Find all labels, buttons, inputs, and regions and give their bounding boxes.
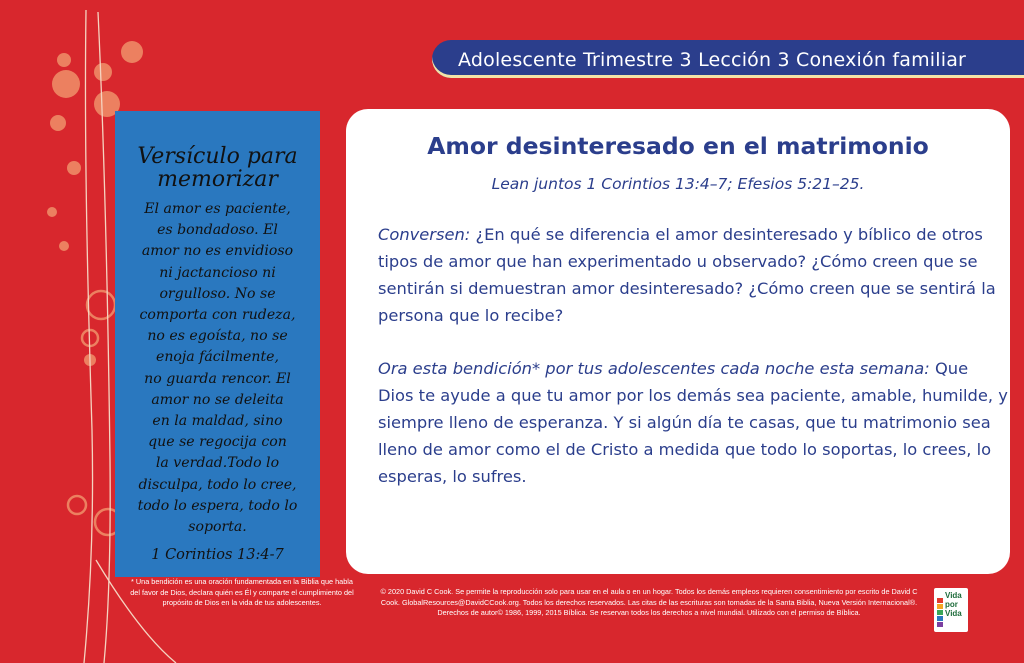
vida-por-vida-logo [934,588,968,632]
memory-verse-reference: 1 Corintios 13:4-7 [151,547,284,563]
logo-stripes-icon [937,598,943,628]
blessing-body: Que Dios te ayude a que tu amor por los demás sea paciente, amable, humilde, y siempre lleno de esperanza. Y si algún día te casas, que tu matrimonio sea lleno de amor como el de Cristo a medida que todo lo soportas, lo crees, lo esperas, lo sufres. [378,359,1008,486]
memory-verse-heading-line2: memorizar [157,167,278,192]
conversation-body: ¿En qué se diferencia el amor desinteresado y bíblico de otros tipos de amor que han experimentado u observado? ¿Cómo creen que se sentirán si demuestran amor desinteresado? ¿Cómo creen que se sentirá la persona que lo recibe? [378,225,996,325]
logo-line3: Vida [945,609,962,618]
logo-line2: por [945,600,958,609]
blessing-paragraph [378,355,1008,490]
conversation-paragraph [378,221,1008,329]
blessing-lead: Ora esta bendición* por tus adolescentes cada noche esta semana: [378,359,930,378]
logo-line1: Vida [945,591,962,600]
card-subtitle: Lean juntos 1 Corintios 13:4–7; Efesios 5:21–25. [491,175,865,193]
copyright-notice: © 2020 David C Cook. Se permite la reproducción solo para usar en el aula o en un hogar. Todos los demás empleos requieren consentimiento por escrito de David C Cook. GlobalResources@DavidCCook.org. Todos los derechos reservados. Las citas de las escrituras son tomadas de la Santa Biblia, Nueva Versión Internacional®. Derechos de autor© 1986, 1999, 2015 Bíblica. Se reservan todos los derechos a nivel mundial. Utilizado con el permiso de Bíblica. [380,587,918,618]
page-header-title: Adolescente Trimestre 3 Lección 3 Conexión familiar [458,49,967,71]
memory-verse-heading [115,145,320,191]
logo-text [945,591,969,618]
memory-verse-heading-line1: Versículo para [137,144,298,169]
blessing-footnote: * Una bendición es una oración fundamentada en la Biblia que habla del favor de Dios, declara quién es Él y comparte el cumplimiento del propósito de Dios en la vida de tus adolescentes. [130,577,354,608]
card-title: Amor desinteresado en el matrimonio [427,132,929,160]
conversation-lead: Conversen: [378,225,471,244]
memory-verse-text: El amor es paciente, es bondadoso. El amor no es envidioso ni jactancioso ni orgulloso. No se comporta con rudeza, no es egoísta, no se enoja fácilmente, no guarda rencor. El amor no se deleita en la maldad, sino que se regocija con la verdad.Todo lo disculpa, todo lo cree, todo lo espera, todo lo soporta. [137,201,298,536]
